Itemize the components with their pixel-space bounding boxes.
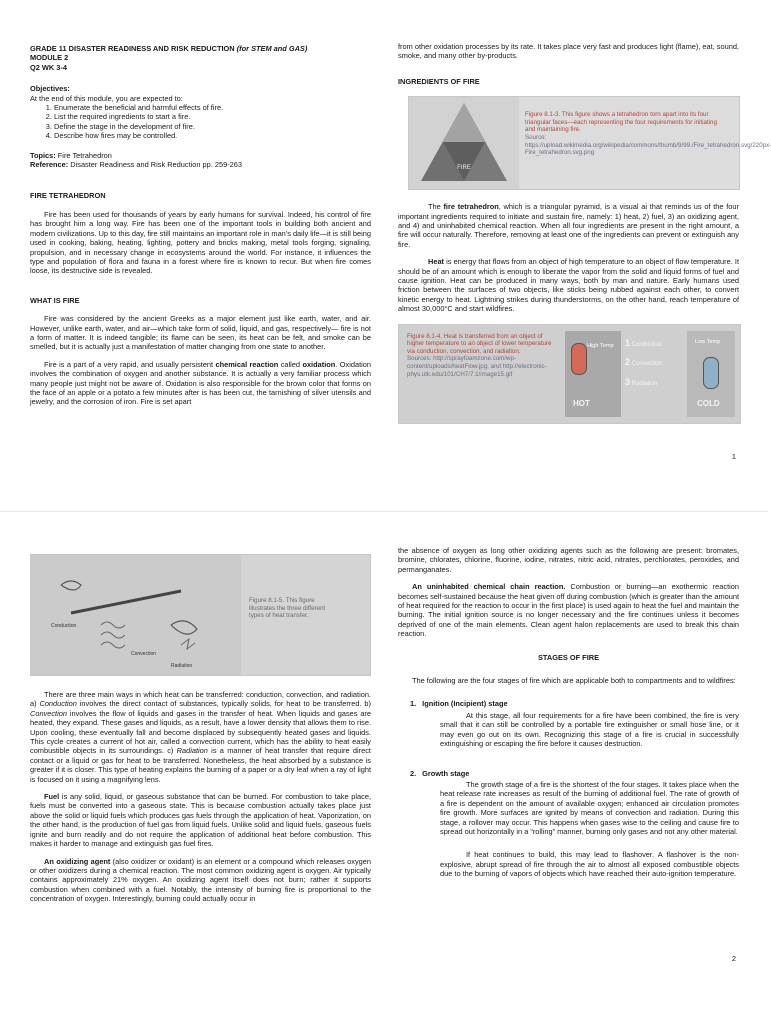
- method-conduction: 1 Conduction: [625, 337, 663, 348]
- high-temp-label: High Temp: [587, 342, 614, 349]
- text-run: Fire is a part of a very rapid, and usually persistent: [44, 359, 216, 369]
- stage-title: Ignition (Incipient) stage: [422, 699, 508, 709]
- flashover-body: [440, 850, 739, 878]
- figure-caption-text: This figure illustrates the three different types of heat transfer.: [249, 597, 326, 620]
- figure-tetrahedron: [408, 96, 771, 190]
- figure-source: Sources: http://sprayfoamzone.com/wp-content/uploads/heatFlow.jpg; and http://electronic-phys.utk.edu/101/CH7/7.1/image15.gif: [407, 355, 547, 378]
- method-label: Radiation: [631, 380, 658, 387]
- stage-1-title: [410, 699, 739, 708]
- figure-caption-text: Heat is transferred from an object of higher temperature to an object of lower temperature via conduction, convection, and radiation.: [407, 332, 552, 355]
- what-is-fire-paragraph-2: [30, 360, 371, 407]
- objective-item: 2. List the required ingredients to start a fire.: [54, 112, 371, 121]
- page1-left-column: [30, 44, 371, 415]
- text-run: Combustion or burning—an exothermic reaction becomes self-sustained because the heat given off during combustion (which is greater than the amount of heat required for the reaction to occur in the first place) is used again to heat the fuel and maintain the burning. The initial ignition source is no longer necessary and the fire continues unless it becomes deprived of one of the main elements. Clean agent halon replacements are used to break this chain reaction.: [398, 582, 739, 639]
- figure-caption-text: This figure shows a tetrahedron torn apart into its four triangular faces—each representing the four requirements for initiating and maintaining fire.: [525, 111, 717, 134]
- text-run: is any solid, liquid, or gaseous substance that can be burned. For combustion to take place, fuels must be converted into a gaseous state. This is because combustion actually takes place just above the solid or liquid fuels which produces gas fuels through the application of heat. Vaporization, on the other hand, is the production of fuel gas from liquid fuels. Unlike solid and liquid fuels, gaseous fuels ignite and burn readily and do not require the application of additional heat before combustion. This makes it harder to manage and extinguish gas fuel fires.: [30, 792, 371, 849]
- objectives-heading: Objectives:: [30, 84, 70, 94]
- continued-paragraph: the absence of oxygen as long other oxidizing agents such as the following are present: bromates, bromine, chlorates, chlorine, fluorine, iodine, nitrates, nitric acid, nitrates, perchlorates, peroxides, and permanganates.: [398, 546, 739, 574]
- text-run: is energy that flows from an object of high temperature to an object of flow temperature. It should be of an amount which is enough to liberate the vapor from the solid and liquid forms of fuel and cause ignition. Heat can be produced in many ways, both by man and nature. Early humans used friction between the surfaces of two objects, like sticks being rubbed against each other, to convert kinetic energy to heat. Lightning strikes during thunderstorms, on the other hand, reach temperature of almost 30,000°C and start wildfires.: [398, 257, 739, 314]
- fuel-paragraph: [30, 792, 371, 848]
- thermometer-low-icon: [703, 357, 719, 389]
- transfer-methods: [625, 339, 685, 389]
- page-number: 2: [731, 954, 736, 963]
- cold-label: COLD: [697, 398, 720, 408]
- page-number: 1: [731, 452, 736, 461]
- stage-number: 1.: [410, 699, 417, 709]
- title-line: GRADE 11 DISASTER READINESS AND RISK REDUCTION: [30, 44, 235, 53]
- doc-title: [30, 44, 371, 53]
- text-run: called: [278, 359, 303, 369]
- flashover-text: If heat continues to build, this may lead to flashover. A flashover is the non-explosive, abrupt spread of fire through the air to almost all exposed combustible objects due to the burning of vapors of objects which have reached their auto-ignition temperature.: [440, 850, 739, 879]
- figure-number: Figure 8.1-5.: [249, 597, 285, 604]
- fire-tetrahedron-heading: FIRE TETRAHEDRON: [30, 191, 106, 201]
- bold-term: Fuel: [44, 792, 60, 802]
- topics-value: Fire Tetrahedron: [57, 150, 112, 160]
- label-radiation: Radiation: [171, 663, 193, 669]
- figure-source: Source: https://upload.wikimedia.org/wikipedia/commons/thumb/9/99./Fire_tetrahedron.svg/220px-Fire_tetrahedron.svg.png: [525, 134, 771, 157]
- italic-term: Conduction: [39, 699, 77, 709]
- text-run: There are three main ways in which heat can be transferred: conduction, convection, and radiation. a): [30, 690, 371, 709]
- figure-heat-caption: [407, 333, 557, 379]
- objectives-list: [30, 103, 371, 141]
- bold-term: fire tetrahedron: [443, 202, 499, 212]
- method-label: Convection: [631, 361, 662, 368]
- oxidizing-agent-paragraph: [30, 857, 371, 904]
- page1-right-column: [398, 42, 771, 424]
- what-is-fire-paragraph-1: Fire was considered by the ancient Greeks as a major element just like earth, water, and air. However, unlike earth, water, and air—which take form of solid, liquid, and gas, respectively— fire is not a form of matter. It is indeed tangible; its flame can be seen, its heat can be felt, and smoke can be smelled, but it is actually just a manifestation of matter changing from one state to another.: [30, 314, 371, 352]
- italic-term: Radiation: [176, 746, 208, 756]
- bold-term: chemical reaction: [215, 359, 279, 369]
- figure-heat-types-caption: [249, 597, 327, 620]
- topics-label: Topics:: [30, 150, 56, 160]
- tetrahedron-paragraph: [398, 202, 739, 249]
- objective-item: 4. Describe how fires may be controlled.: [54, 131, 371, 140]
- page-2: [0, 512, 768, 1024]
- reference-value: Disaster Readiness and Risk Reduction pp. 259-263: [70, 160, 242, 170]
- text-run: . Oxidation involves the combination of oxygen and another substance. It is actually a very familiar process which many people just might not be aware of. Oxidation is also responsible for the brown color that forms on the face of an apple or a potato a few minutes after is has been cut, the tarnishing of silver utensils and jewelry, and the corrosion of iron. Fire is set apart: [30, 359, 371, 407]
- label-convection: Convection: [131, 651, 157, 657]
- heat-types-illustration: [31, 555, 241, 675]
- page2-left-column: [30, 554, 371, 912]
- text-run: involves the direct contact of substances, typically solids, for heat to be transferred. b): [76, 699, 372, 709]
- figure-number: Figure 8.1-3.: [525, 111, 561, 119]
- text-run: , which is a triangular pyramid, is a visual ai that reminds us of the four important ingredients required to initiate and sustain fire, namely: 1) heat, 2) fuel, 3) an oxidizing agent, and 4) and uninhabited chemical reaction. When all four ingredients are present in the right amount, a fire will occur naturally. Therefore, removing at least one of the ingredients can prevent or extinguish any fire.: [398, 202, 739, 249]
- text-run: (also oxidizer or oxidant) is an element or a compound which releases oxygen or other oxidizers during a chemical reaction. The most common oxidizing agent is oxygen. Air typically contains approximately 21% oxygen. An oxidizing agent itself does not burn; rather it supports combustion when combined with a fuel. Notably, the intensity of burning fire is proportional to the concentration of oxygen. Interestingly, burning could actually occur in: [30, 856, 371, 904]
- figure-heat-transfer: [398, 324, 741, 424]
- module-label: MODULE 2: [30, 53, 69, 63]
- what-is-fire-heading: WHAT IS FIRE: [30, 295, 80, 305]
- bold-term: oxidation: [302, 359, 336, 369]
- stage-2-title: [410, 769, 739, 778]
- ingredients-heading: INGREDIENTS OF FIRE: [398, 76, 480, 86]
- page2-right-column: [398, 546, 739, 887]
- chain-reaction-paragraph: [398, 582, 739, 638]
- continued-paragraph: from other oxidation processes by its rate. It takes place very fast and produces light (flame), eat, sound, smoke, and many other by-products.: [398, 42, 739, 61]
- thermometer-high-icon: [571, 343, 587, 375]
- hot-label: HOT: [573, 398, 590, 408]
- stage-title: Growth stage: [422, 768, 470, 778]
- svg-text:FIRE: FIRE: [457, 165, 471, 172]
- text-run: involves the flow of liquids and gases in the transfer of heat. When liquids and gases are heated, they expand. These gases and liquids, as a result, have a lower density that allows them to rise. Upon cooling, these eventually fall and become displaced by subsequently heated gases and liquids. This cycle creates a current of hot air, called a convection current, which has the ability to heat easily combustible objects in its surroundings. c): [30, 708, 371, 756]
- text-run: The: [428, 202, 444, 212]
- topics-line: [30, 151, 371, 160]
- low-temp-label: Low Temp: [695, 338, 721, 345]
- title-italic: (for STEM and GAS): [236, 44, 308, 53]
- method-label: Conduction: [631, 341, 663, 348]
- fire-tetrahedron-paragraph: Fire has been used for thousands of years by early humans for survival. Indeed, his control of fire has brought him a long way. Fire has been one of the important tools in building both ancient and modern civilizations. Up to this day, fire still maintains an important role in man's daily life—it is still being used in cooking, baking, heating, lighting, pottery and bricks making, metal tools forging, signaling, propulsion, and in necessary change in ecosystems around the world. For instance, it influences the type and population of flora and fauna in a forest where fire is known to recur. But when fire comes loose, its destructive side is revealed.: [30, 209, 371, 276]
- cold-panel: [687, 331, 735, 417]
- objective-item: 3. Define the stage in the development of fire.: [54, 122, 371, 131]
- figure-heat-types: [30, 554, 371, 676]
- week-label: Q2 WK 3-4: [30, 62, 67, 72]
- stage-2-body: [440, 780, 739, 836]
- method-radiation: 3 Radiation: [625, 376, 658, 387]
- objectives-intro: At the end of this module, you are expected to:: [30, 93, 183, 103]
- figure-number: Figure 8.1-4.: [407, 332, 443, 340]
- stage-number: 2.: [410, 768, 417, 778]
- figure-tetrahedron-caption: [525, 111, 771, 157]
- bold-term: An uninhabited chemical chain reaction.: [412, 582, 566, 592]
- reference-label: Reference:: [30, 160, 69, 170]
- reference-line: [30, 160, 371, 169]
- label-conduction: Conduction: [51, 623, 77, 629]
- stage-text: The growth stage of a fire is the shortest of the four stages. It takes place when the heat release rate increases as result of the burning of additional fuel. The rate of growth of a fire is dependent on the amount of available oxygen; enhanced air circulation promotes fire growth. More surfaces are ignited by means of convection and radiation. During this stage, a rollover may occur. This happens when gases wise to the ceiling and cause fire to spread out horizontally in a “rolling” manner, burning only gases and not any other material.: [440, 779, 739, 836]
- text-run: is a manner of heat transfer that require direct contact or a liquid or gas for heat to be transferred. Nonetheless, the heat absorbed by a substance is greater if it is closer. This type of heating explains the burning of a paper or a dry leaf when a ray of light is focused on it using a magnifying lens.: [30, 746, 371, 784]
- heat-transfer-paragraph: [30, 690, 371, 784]
- stage-text: At this stage, all four requirements for a fire have been combined, the fire is very small that it can still be controlled by a portable fire extinguisher or small hose line, or it may even go out on its own. Recognizing this stage of a fire is crucial in successfully extinguishing or escaping the fire before it causes destruction.: [440, 710, 739, 749]
- bold-term: An oxidizing agent: [44, 856, 111, 866]
- method-convection: 2 Convection: [625, 357, 662, 368]
- stages-heading: STAGES OF FIRE: [537, 652, 600, 662]
- tetrahedron-image: [409, 97, 519, 189]
- objective-item: 1. Enumerate the beneficial and harmful effects of fire.: [54, 103, 371, 112]
- heat-paragraph: [398, 257, 739, 313]
- stage-1-body: [440, 711, 739, 749]
- bold-term: Heat: [428, 257, 445, 267]
- stages-intro: The following are the four stages of fire which are applicable both to compartments and to wildfires:: [412, 676, 736, 686]
- italic-term: Convection: [30, 708, 67, 718]
- hot-panel: [565, 331, 621, 417]
